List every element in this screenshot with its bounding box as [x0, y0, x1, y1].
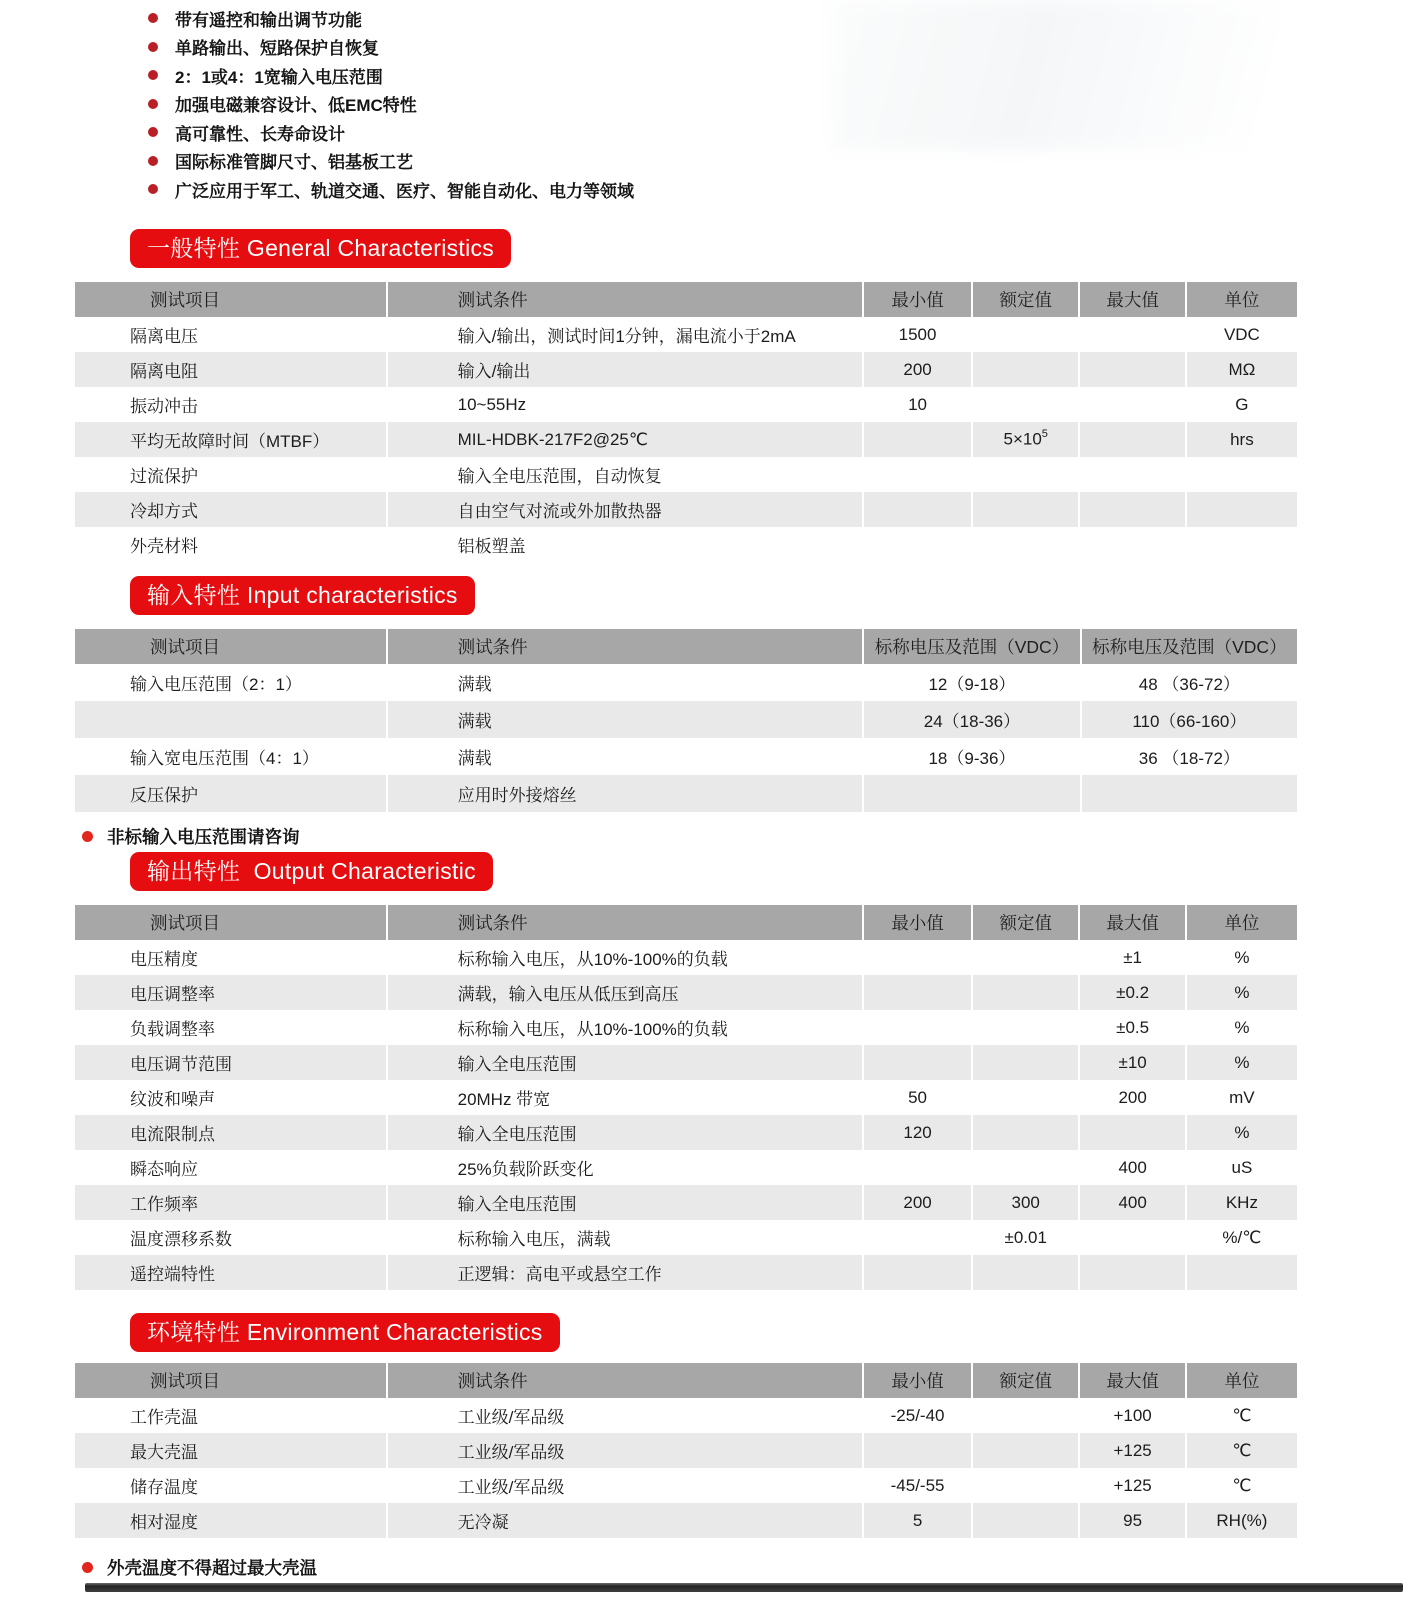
bullet-icon [148, 99, 158, 109]
table-row [75, 701, 1297, 738]
table-header-cell: 最大值 [1079, 282, 1185, 317]
table-row [75, 317, 1297, 352]
feature-item [148, 175, 634, 204]
table-cell: hrs [1186, 422, 1297, 457]
feature-item [148, 118, 634, 147]
table-cell: 110（66-160） [1081, 701, 1297, 738]
table-cell: 平均无故障时间（MTBF） [75, 422, 387, 457]
bullet-icon [82, 831, 93, 842]
table-row [75, 492, 1297, 527]
feature-text: 国际标准管脚尺寸、铝基板工艺 [175, 153, 413, 173]
table-row [75, 1220, 1297, 1255]
table-cell: 200 [863, 1185, 972, 1220]
table-cell: 振动冲击 [75, 387, 387, 422]
bullet-icon [148, 156, 158, 166]
table-cell: 反压保护 [75, 775, 387, 812]
feature-item [148, 33, 634, 62]
table-cell: 自由空气对流或外加散热器 [387, 492, 864, 527]
note-input-voltage [82, 824, 300, 848]
table-cell: 应用时外接熔丝 [387, 775, 864, 812]
table-cell [972, 1433, 1080, 1468]
table-cell: ±10 [1079, 1045, 1185, 1080]
bullet-icon [148, 42, 158, 52]
table-row [75, 1150, 1297, 1185]
table-cell [1081, 775, 1297, 812]
table-cell [863, 775, 1081, 812]
table-cell: 电压调节范围 [75, 1045, 387, 1080]
table-cell: 纹波和噪声 [75, 1080, 387, 1115]
table-cell [1079, 527, 1185, 562]
table-cell [75, 701, 387, 738]
table-cell: 满载，输入电压从低压到高压 [387, 975, 864, 1010]
table-cell [1186, 527, 1297, 562]
table-cell [972, 352, 1080, 387]
table-cell: 温度漂移系数 [75, 1220, 387, 1255]
table-row [75, 1185, 1297, 1220]
table-cell [972, 1115, 1080, 1150]
table-cell: 400 [1079, 1185, 1185, 1220]
bullet-icon [148, 13, 158, 23]
table-cell: 18（9-36） [863, 738, 1081, 775]
table-cell [863, 1150, 972, 1185]
table-cell: 标称输入电压，从10%-100%的负载 [387, 940, 864, 975]
table-cell: 工作壳温 [75, 1398, 387, 1433]
table-cell: 正逻辑：高电平或悬空工作 [387, 1255, 864, 1290]
section-badge-output: 输出特性 Output Characteristic [130, 852, 493, 891]
table-cell: 400 [1079, 1150, 1185, 1185]
feature-text: 单路输出、短路保护自恢复 [175, 39, 379, 59]
table-cell [1186, 457, 1297, 492]
table-cell [863, 975, 972, 1010]
table-cell: MΩ [1186, 352, 1297, 387]
bullet-icon [148, 184, 158, 194]
table-cell: 1500 [863, 317, 972, 352]
table-cell [972, 1255, 1080, 1290]
feature-item [148, 90, 634, 119]
table-row [75, 664, 1297, 701]
table-cell [972, 387, 1080, 422]
table-row [75, 975, 1297, 1010]
table-cell: 外壳材料 [75, 527, 387, 562]
table-cell: -25/-40 [863, 1398, 972, 1433]
table-cell: 满载 [387, 738, 864, 775]
table-cell [1079, 422, 1185, 457]
table-cell [863, 1433, 972, 1468]
input-characteristics-table [75, 629, 1297, 812]
table-cell: 电压调整率 [75, 975, 387, 1010]
table-row [75, 1433, 1297, 1468]
table-cell: 95 [1079, 1503, 1185, 1538]
table-cell [1186, 492, 1297, 527]
table-cell: %/℃ [1186, 1220, 1297, 1255]
note-text: 外壳温度不得超过最大壳温 [107, 1557, 317, 1578]
table-cell [972, 457, 1080, 492]
table-cell: 铝板塑盖 [387, 527, 864, 562]
table-cell: 满载 [387, 701, 864, 738]
table-cell: ±0.01 [972, 1220, 1080, 1255]
table-row [75, 457, 1297, 492]
table-header-cell: 测试条件 [387, 1363, 864, 1398]
table-cell: 工业级/军品级 [387, 1398, 864, 1433]
table-cell: 工作频率 [75, 1185, 387, 1220]
table-cell: ±1 [1079, 940, 1185, 975]
table-cell: 标称输入电压，满载 [387, 1220, 864, 1255]
table-cell: 10~55Hz [387, 387, 864, 422]
table-cell: 输入全电压范围 [387, 1115, 864, 1150]
note-text: 非标输入电压范围请咨询 [107, 826, 300, 847]
table-header-cell: 最大值 [1079, 1363, 1185, 1398]
table-header-cell: 测试条件 [387, 629, 864, 664]
table-header-row [75, 282, 1297, 317]
table-cell [972, 492, 1080, 527]
table-header-cell: 额定值 [972, 282, 1080, 317]
table-header-cell: 测试项目 [75, 629, 387, 664]
note-case-temperature [82, 1555, 317, 1579]
table-cell [972, 975, 1080, 1010]
table-row [75, 1398, 1297, 1433]
table-cell: 10 [863, 387, 972, 422]
feature-text: 高可靠性、长寿命设计 [175, 124, 345, 144]
table-cell [1079, 492, 1185, 527]
table-cell: 隔离电压 [75, 317, 387, 352]
table-cell: VDC [1186, 317, 1297, 352]
table-cell [1079, 387, 1185, 422]
table-cell: 工业级/军品级 [387, 1468, 864, 1503]
table-cell [972, 1503, 1080, 1538]
table-cell: uS [1186, 1150, 1297, 1185]
table-cell: 相对湿度 [75, 1503, 387, 1538]
table-row [75, 940, 1297, 975]
table-cell: 输入/输出 [387, 352, 864, 387]
table-cell: 200 [1079, 1080, 1185, 1115]
table-cell: -45/-55 [863, 1468, 972, 1503]
table-row [75, 1045, 1297, 1080]
table-cell: ℃ [1186, 1433, 1297, 1468]
feature-text: 加强电磁兼容设计、低EMC特性 [175, 96, 417, 116]
table-cell: 20MHz 带宽 [387, 1080, 864, 1115]
bullet-icon [148, 70, 158, 80]
table-cell: ±0.5 [1079, 1010, 1185, 1045]
table-cell: 12（9-18） [863, 664, 1081, 701]
table-cell: +125 [1079, 1433, 1185, 1468]
table-row [75, 422, 1297, 457]
table-row [75, 1080, 1297, 1115]
table-cell [972, 1010, 1080, 1045]
table-header-cell: 测试条件 [387, 282, 864, 317]
background-watermark [833, 0, 1413, 150]
table-header-row [75, 1363, 1297, 1398]
table-cell: 电流限制点 [75, 1115, 387, 1150]
table-cell [972, 1045, 1080, 1080]
table-cell: 300 [972, 1185, 1080, 1220]
table-cell: ℃ [1186, 1468, 1297, 1503]
table-cell: 200 [863, 352, 972, 387]
table-cell [1079, 457, 1185, 492]
table-cell [972, 1080, 1080, 1115]
table-cell: 48 （36-72） [1081, 664, 1297, 701]
table-cell: KHz [1186, 1185, 1297, 1220]
table-cell: 无冷凝 [387, 1503, 864, 1538]
table-cell: mV [1186, 1080, 1297, 1115]
section-badge-input: 输入特性 Input characteristics [130, 576, 475, 615]
table-header-cell: 测试条件 [387, 905, 864, 940]
table-header-cell: 单位 [1186, 282, 1297, 317]
table-cell: 储存温度 [75, 1468, 387, 1503]
table-cell [863, 492, 972, 527]
table-header-cell: 最大值 [1079, 905, 1185, 940]
table-cell [972, 1398, 1080, 1433]
table-header-cell: 单位 [1186, 1363, 1297, 1398]
table-cell: 工业级/军品级 [387, 1433, 864, 1468]
table-row [75, 1468, 1297, 1503]
table-cell: % [1186, 1010, 1297, 1045]
feature-text: 带有遥控和输出调节功能 [175, 10, 362, 30]
table-cell [972, 1468, 1080, 1503]
table-cell: 输入全电压范围，自动恢复 [387, 457, 864, 492]
table-header-cell: 测试项目 [75, 282, 387, 317]
table-cell: 输入全电压范围 [387, 1185, 864, 1220]
table-header-cell: 单位 [1186, 905, 1297, 940]
table-cell [1079, 1255, 1185, 1290]
table-cell: 冷却方式 [75, 492, 387, 527]
table-cell: RH(%) [1186, 1503, 1297, 1538]
table-row [75, 527, 1297, 562]
feature-item [148, 147, 634, 176]
table-row [75, 1115, 1297, 1150]
table-cell: % [1186, 1045, 1297, 1080]
table-cell [1079, 1115, 1185, 1150]
table-cell: 50 [863, 1080, 972, 1115]
table-header-cell: 额定值 [972, 1363, 1080, 1398]
table-row [75, 1010, 1297, 1045]
table-cell: % [1186, 940, 1297, 975]
feature-item [148, 61, 634, 90]
table-cell [863, 1010, 972, 1045]
table-cell: 电压精度 [75, 940, 387, 975]
table-cell: 36 （18-72） [1081, 738, 1297, 775]
table-cell [863, 527, 972, 562]
table-cell: 隔离电阻 [75, 352, 387, 387]
section-badge-general: 一般特性 General Characteristics [130, 229, 511, 268]
table-cell: 遥控端特性 [75, 1255, 387, 1290]
bullet-icon [148, 127, 158, 137]
table-cell [863, 1255, 972, 1290]
table-cell [972, 527, 1080, 562]
table-header-cell: 测试项目 [75, 1363, 387, 1398]
table-cell [1186, 1255, 1297, 1290]
table-cell: 输入宽电压范围（4：1） [75, 738, 387, 775]
table-cell [1079, 317, 1185, 352]
table-cell [972, 940, 1080, 975]
table-header-cell: 最小值 [863, 905, 972, 940]
feature-item [148, 4, 634, 33]
table-cell: 满载 [387, 664, 864, 701]
table-header-row [75, 905, 1297, 940]
table-cell: 24（18-36） [863, 701, 1081, 738]
feature-text: 2：1或4：1宽输入电压范围 [175, 67, 383, 87]
table-header-cell: 最小值 [863, 282, 972, 317]
table-cell: G [1186, 387, 1297, 422]
general-characteristics-table [75, 282, 1297, 562]
table-cell: 最大壳温 [75, 1433, 387, 1468]
table-header-cell: 测试项目 [75, 905, 387, 940]
table-cell [1079, 1220, 1185, 1255]
table-cell: 输入/输出，测试时间1分钟，漏电流小于2mA [387, 317, 864, 352]
table-cell: $5\times 10^5$ [972, 422, 1080, 457]
table-cell: 25%负载阶跃变化 [387, 1150, 864, 1185]
table-row [75, 352, 1297, 387]
table-cell [863, 940, 972, 975]
table-cell [863, 1220, 972, 1255]
table-cell: 负载调整率 [75, 1010, 387, 1045]
table-row [75, 738, 1297, 775]
feature-list [148, 4, 634, 204]
footer-divider-bar [85, 1583, 1403, 1592]
table-cell: 输入全电压范围 [387, 1045, 864, 1080]
table-header-cell: 标称电压及范围（VDC） [1081, 629, 1297, 664]
table-header-cell: 额定值 [972, 905, 1080, 940]
table-row [75, 387, 1297, 422]
environment-characteristics-table [75, 1363, 1297, 1538]
table-cell: ℃ [1186, 1398, 1297, 1433]
table-cell: 120 [863, 1115, 972, 1150]
table-cell [863, 1045, 972, 1080]
table-cell: 标称输入电压，从10%-100%的负载 [387, 1010, 864, 1045]
bullet-icon [82, 1562, 93, 1573]
table-cell [972, 317, 1080, 352]
table-cell: +125 [1079, 1468, 1185, 1503]
table-header-row [75, 629, 1297, 664]
table-cell: +100 [1079, 1398, 1185, 1433]
table-cell: % [1186, 975, 1297, 1010]
table-cell: 输入电压范围（2：1） [75, 664, 387, 701]
table-cell: ±0.2 [1079, 975, 1185, 1010]
table-header-cell: 最小值 [863, 1363, 972, 1398]
table-row [75, 1255, 1297, 1290]
table-header-cell: 标称电压及范围（VDC） [863, 629, 1081, 664]
table-cell: % [1186, 1115, 1297, 1150]
table-cell [863, 457, 972, 492]
table-row [75, 775, 1297, 812]
table-cell [972, 1150, 1080, 1185]
table-cell: MIL-HDBK-217F2@25℃ [387, 422, 864, 457]
table-row [75, 1503, 1297, 1538]
table-cell: 瞬态响应 [75, 1150, 387, 1185]
feature-text: 广泛应用于军工、轨道交通、医疗、智能自动化、电力等领域 [175, 181, 634, 201]
table-cell [1079, 352, 1185, 387]
output-characteristics-table [75, 905, 1297, 1290]
table-cell [863, 422, 972, 457]
section-badge-environment: 环境特性 Environment Characteristics [130, 1313, 560, 1352]
table-cell: 5 [863, 1503, 972, 1538]
table-cell: 过流保护 [75, 457, 387, 492]
